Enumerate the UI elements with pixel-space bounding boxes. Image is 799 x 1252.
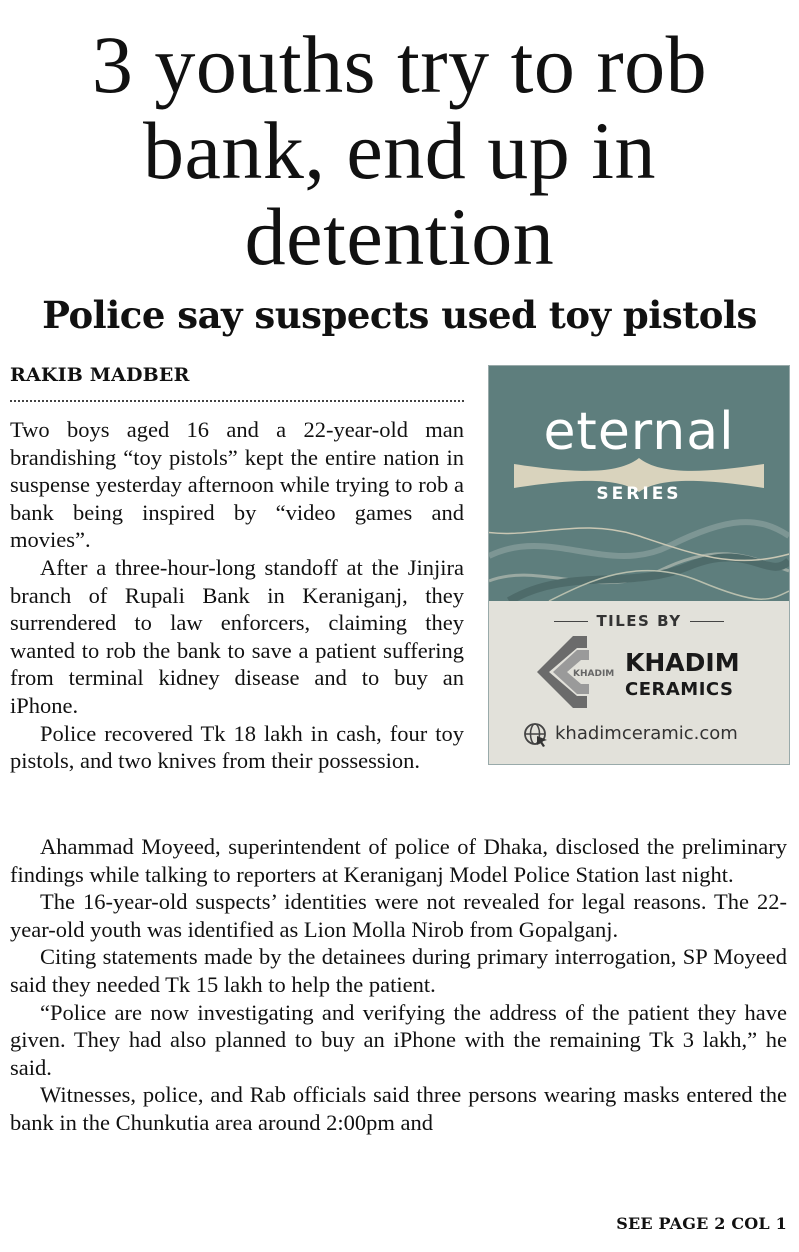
- paragraph: Witnesses, police, and Rab officials said three persons wearing masks entered the bank in the Chunkutia area around 2:00pm and: [10, 1082, 787, 1135]
- subheadline: Police say suspects used toy pistols: [42, 293, 757, 337]
- ad-company-sub: CERAMICS: [625, 679, 734, 700]
- ad-marble-panel: [489, 366, 789, 601]
- tiles-by-label: TILES BY: [596, 612, 682, 630]
- rule-right: [690, 621, 724, 622]
- ad-company-name: KHADIM: [625, 648, 740, 677]
- ad-brand: eternal: [543, 402, 735, 462]
- khadim-logo: [537, 636, 617, 708]
- paragraph: Citing statements made by the detainees during primary interrogation, SP Moyeed said they needed Tk 15 lakh to help the patient.: [10, 944, 787, 997]
- paragraph: “Police are now investigating and verifying the address of the patient they have given. They had also planned to buy an iPhone with the remaining Tk 3 lakh,” he said.: [10, 999, 787, 1080]
- paragraph: Ahammad Moyeed, superintendent of police of Dhaka, disclosed the preliminary findings while talking to reporters at Keraniganj Model Police Station last night.: [10, 834, 787, 887]
- ad-series: SERIES: [596, 484, 682, 504]
- paragraph: The 16-year-old suspects’ identities were not revealed for legal reasons. The 22-year-old youth was identified as Lion Molla Nirob from Gopalganj.: [10, 889, 787, 942]
- rule-left: [554, 621, 588, 622]
- logo-text: KHADIM: [573, 669, 615, 679]
- article-body-narrow: [10, 416, 464, 775]
- paragraph: After a three-hour-long standoff at the Jinjira branch of Rupali Bank in Keraniganj, they surrendered to law enforcers, claiming they wanted to rob the bank to save a patient suffering from terminal kidney disease and to buy an iPhone.: [10, 554, 464, 718]
- ad-website[interactable]: khadimceramic.com: [555, 723, 738, 744]
- byline: RAKIB MADBER: [10, 364, 190, 386]
- globe-cursor-icon: [523, 722, 549, 748]
- continuation-note[interactable]: SEE PAGE 2 COL 1: [616, 1214, 787, 1233]
- byline-divider: [10, 400, 464, 402]
- ad-tiles-by: [489, 612, 789, 630]
- article-body-wide: [10, 833, 787, 1137]
- headline: 3 youths try to rob bank, end up in detention: [91, 19, 708, 282]
- paragraph: Police recovered Tk 18 lakh in cash, four toy pistols, and two knives from their possession.: [10, 720, 464, 774]
- paragraph: Two boys aged 16 and a 22-year-old man brandishing “toy pistols” kept the entire nation in suspense yesterday afternoon while trying to rob a bank being inspired by “video games and movies”.: [10, 417, 464, 553]
- advertisement[interactable]: [488, 365, 790, 765]
